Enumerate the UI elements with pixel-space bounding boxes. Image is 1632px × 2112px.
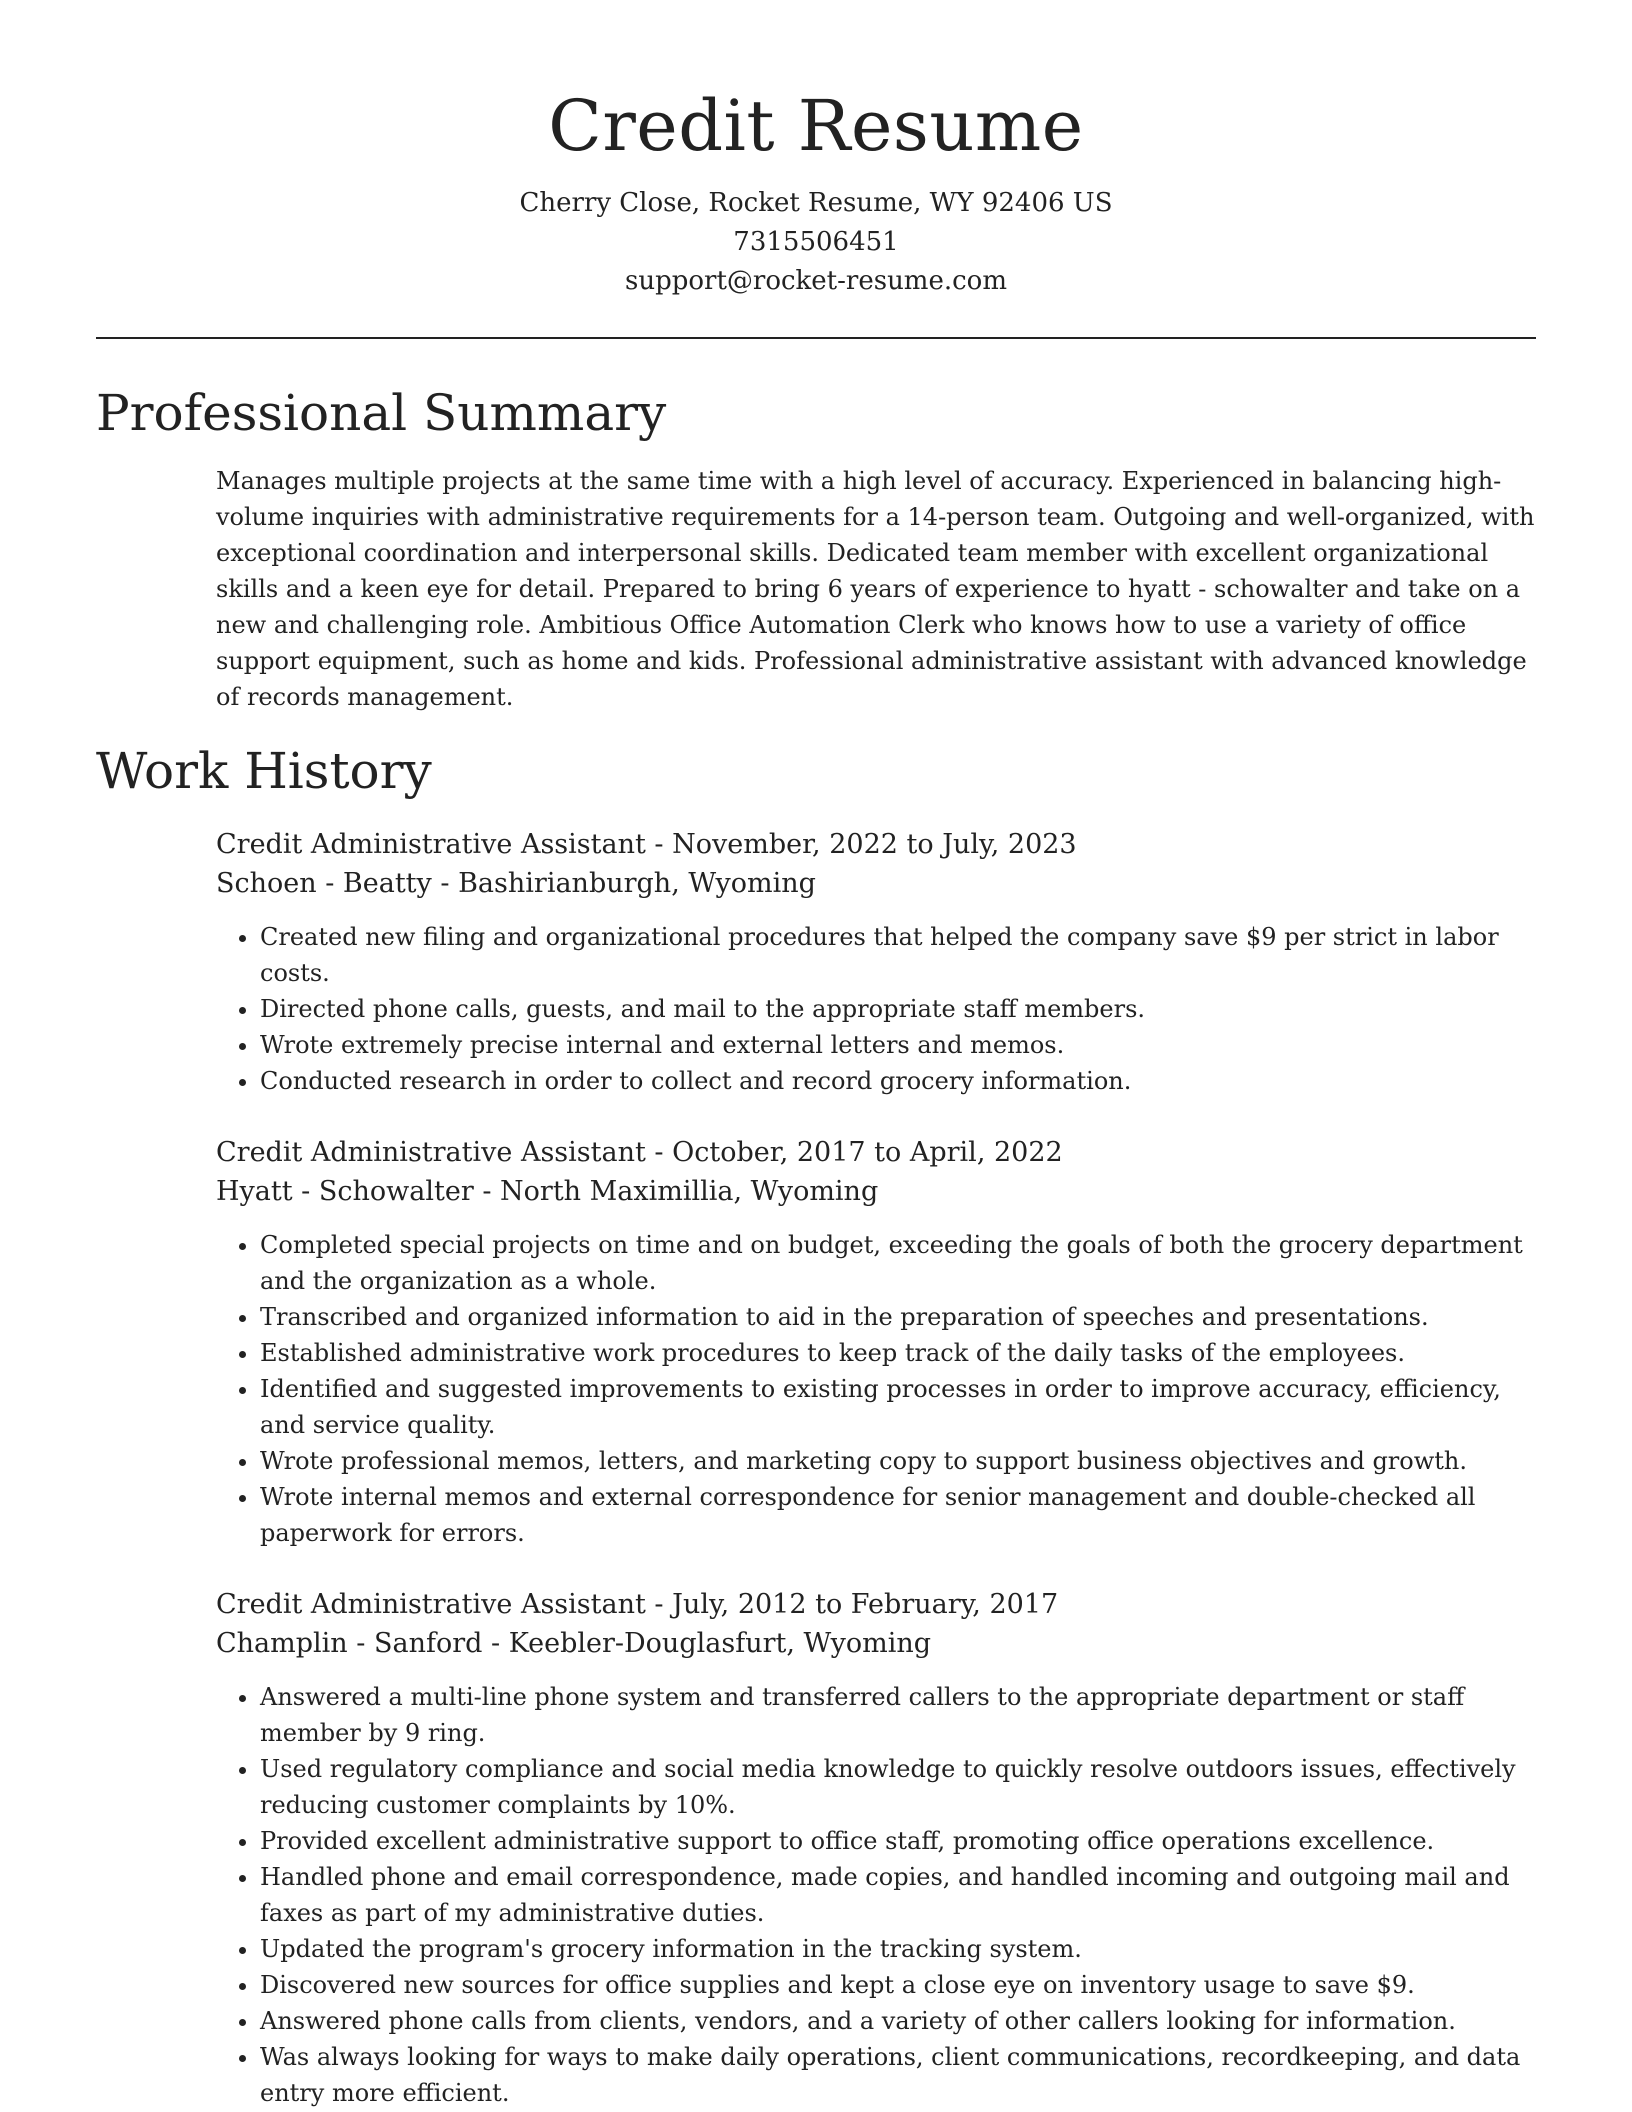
job-role: Credit Administrative Assistant: [216, 1137, 646, 1168]
job-company: Schoen - Beatty: [216, 868, 432, 899]
job-location: North Maximillia, Wyoming: [500, 1176, 879, 1207]
contact-phone: 7315506451: [733, 227, 899, 257]
job-bullet: • Identified and suggested improvements to existing processes in order to improve accuracy, efficiency, and service quality.: [260, 1371, 1536, 1443]
job-dates: July, 2012 to February, 2017: [672, 1589, 1059, 1620]
job-bullets: [216, 1679, 1536, 2111]
job-bullet: • Established administrative work procedures to keep track of the daily tasks of the employees.: [260, 1335, 1536, 1371]
resume-header: [0, 0, 1632, 301]
job-role: Credit Administrative Assistant: [216, 829, 646, 860]
job-company: Champlin - Sanford: [216, 1628, 483, 1659]
job-location: Keebler-Douglasfurt, Wyoming: [508, 1628, 932, 1659]
job-bullet: • Discovered new sources for office supplies and kept a close eye on inventory usage to save $9.: [260, 1967, 1536, 2003]
job-title-line: Credit Administrative Assistant - October, 2017 to April, 2022: [216, 1137, 1063, 1168]
job-bullet: • Created new filing and organizational procedures that helped the company save $9 per strict in labor costs.: [260, 919, 1536, 991]
job-bullet: • Was always looking for ways to make daily operations, client communications, recordkeeping, and data entry more efficient.: [260, 2039, 1536, 2111]
job-bullet: • Completed special projects on time and on budget, exceeding the goals of both the grocery department and the organization as a whole.: [260, 1227, 1536, 1299]
job-bullet: • Used regulatory compliance and social media knowledge to quickly resolve outdoors issues, effectively reducing customer complaints by 10%.: [260, 1751, 1536, 1823]
job-location: Bashirianburgh, Wyoming: [458, 868, 816, 899]
job-title-line: Credit Administrative Assistant - November, 2022 to July, 2023: [216, 829, 1077, 860]
job-bullet: • Answered phone calls from clients, vendors, and a variety of other callers looking for information.: [260, 2003, 1536, 2039]
job-company: Hyatt - Schowalter: [216, 1176, 474, 1207]
contact-address: Cherry Close, Rocket Resume, WY 92406 US: [519, 188, 1113, 218]
job-company-line: Hyatt - Schowalter - North Maximillia, Wyoming: [216, 1176, 879, 1207]
job-role: Credit Administrative Assistant: [216, 1589, 646, 1620]
job-bullets: [216, 1227, 1536, 1551]
job-title-line: Credit Administrative Assistant - July, 2012 to February, 2017: [216, 1589, 1059, 1620]
contact-email: support@rocket-resume.com: [624, 266, 1007, 296]
job-entry: [216, 825, 1536, 1099]
header-divider: [96, 337, 1536, 339]
summary-heading: Professional Summary: [96, 384, 667, 442]
job-entry: [216, 1585, 1536, 2111]
job-bullet: • Directed phone calls, guests, and mail to the appropriate staff members.: [260, 991, 1536, 1027]
job-bullet: • Handled phone and email correspondence, made copies, and handled incoming and outgoing mail and faxes as part of my administrative duties.: [260, 1859, 1536, 1931]
job-bullet: • Answered a multi-line phone system and transferred callers to the appropriate department or staff member by 9 ring.: [260, 1679, 1536, 1751]
job-company-line: Champlin - Sanford - Keebler-Douglasfurt, Wyoming: [216, 1628, 932, 1659]
job-bullet: • Wrote professional memos, letters, and marketing copy to support business objectives and growth.: [260, 1443, 1536, 1479]
contact-block: [0, 184, 1632, 301]
job-bullet: • Provided excellent administrative support to office staff, promoting office operations excellence.: [260, 1823, 1536, 1859]
job-bullet: • Conducted research in order to collect and record grocery information.: [260, 1063, 1536, 1099]
job-bullet: • Updated the program's grocery information in the tracking system.: [260, 1931, 1536, 1967]
work-history-heading: Work History: [96, 742, 432, 800]
job-bullets: [216, 919, 1536, 1099]
job-entry: [216, 1133, 1536, 1551]
resume-title: Credit Resume: [548, 85, 1084, 167]
work-history-list: [216, 825, 1536, 2111]
job-bullet: • Transcribed and organized information to aid in the preparation of speeches and presentations.: [260, 1299, 1536, 1335]
job-dates: November, 2022 to July, 2023: [672, 829, 1077, 860]
summary-text: Manages multiple projects at the same time with a high level of accuracy. Experienced in balancing high-volume inquiries with administrative requirements for a 14-person team. Outgoing and well-organized, with exceptional coordination and interpersonal skills. Dedicated team member with excellent organizational skills and a keen eye for detail. Prepared to bring 6 years of experience to hyatt - schowalter and take on a new and challenging role. Ambitious Office Automation Clerk who knows how to use a variety of office support equipment, such as home and kids. Professional administrative assistant with advanced knowledge of records management.: [216, 467, 1535, 711]
job-bullet: • Wrote internal memos and external correspondence for senior management and double-checked all paperwork for errors.: [260, 1479, 1536, 1551]
job-company-line: Schoen - Beatty - Bashirianburgh, Wyoming: [216, 868, 816, 899]
job-dates: October, 2017 to April, 2022: [672, 1137, 1063, 1168]
job-bullet: • Wrote extremely precise internal and external letters and memos.: [260, 1027, 1536, 1063]
